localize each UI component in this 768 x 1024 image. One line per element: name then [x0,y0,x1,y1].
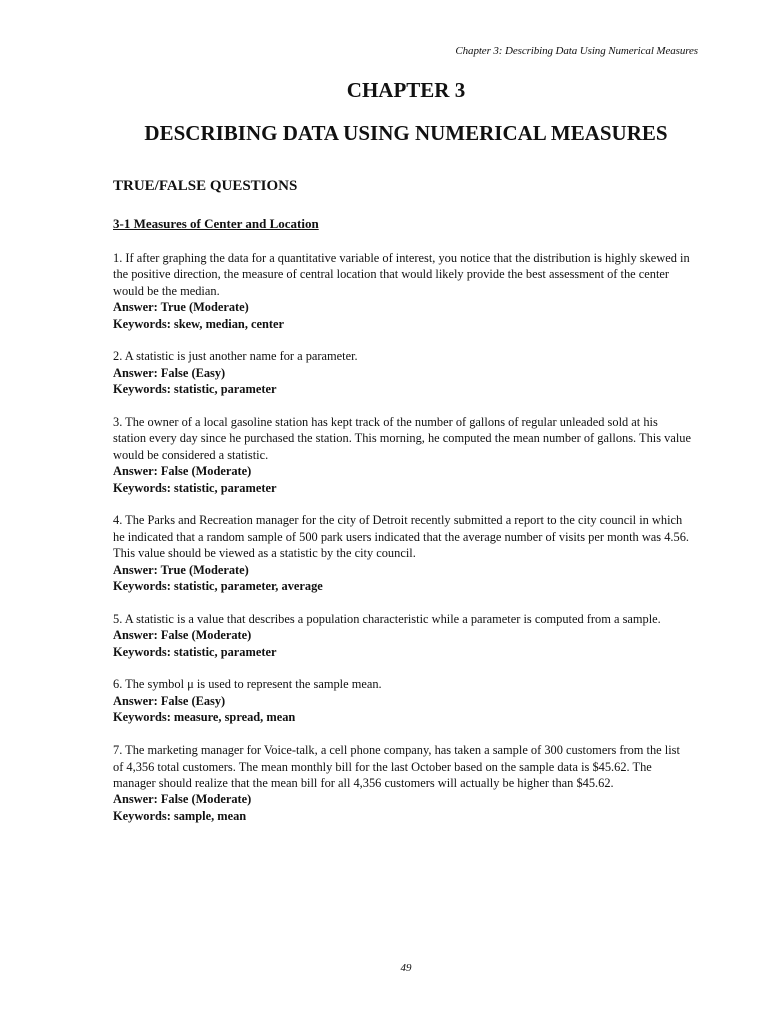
question-answer: Answer: False (Moderate) [113,464,252,479]
question-6 [113,676,691,725]
question-answer: Answer: False (Easy) [113,693,226,708]
question-text: 3. The owner of a local gasoline station has kept track of the number of gallons of regular unleaded sold at his station every day since he purchased the station. This morning, he computed the mean number of gallons. This value would be considered a statistic. [113,415,691,462]
question-text: 4. The Parks and Recreation manager for the city of Detroit recently submitted a report to the city council in which he indicated that a random sample of 500 park users indicated that the average number of visits per month was 4.56. This value should be viewed as a statistic by the city council. [113,513,689,561]
question-answer: Answer: False (Moderate) [113,628,252,643]
chapter-title: DESCRIBING DATA USING NUMERICAL MEASURES [144,121,668,145]
section-heading: TRUE/FALSE QUESTIONS [113,178,298,194]
question-keywords: Keywords: measure, spread, mean [113,710,296,725]
running-header: Chapter 3: Describing Data Using Numerical Measures [455,45,698,57]
question-list [113,250,691,841]
question-7 [113,742,691,824]
subsection-heading: 3-1 Measures of Center and Location [113,216,319,231]
question-text: 6. The symbol μ is used to represent the sample mean. [113,677,382,692]
question-keywords: Keywords: statistic, parameter, average [113,579,323,594]
question-keywords: Keywords: skew, median, center [113,316,285,331]
question-keywords: Keywords: statistic, parameter [113,644,277,659]
question-3 [113,414,691,496]
question-text: 2. A statistic is just another name for a parameter. [113,349,358,364]
question-1 [113,250,691,332]
question-answer: Answer: True (Moderate) [113,562,249,577]
question-text: 5. A statistic is a value that describes a population characteristic while a parameter is computed from a sample. [113,611,661,626]
question-2 [113,348,691,397]
question-text: 7. The marketing manager for Voice-talk, a cell phone company, has taken a sample of 300 customers from the list of 4,356 total customers. The mean monthly bill for the last October based on the sample data is $45.62. The manager should realize that the mean bill for all 4,356 customers will actually be higher than $45.62. [113,743,680,790]
question-4 [113,512,691,594]
question-keywords: Keywords: statistic, parameter [113,480,277,495]
chapter-label: CHAPTER 3 [346,78,466,102]
question-answer: Answer: False (Moderate) [113,792,252,807]
question-keywords: Keywords: statistic, parameter [113,382,277,397]
question-text: 1. If after graphing the data for a quantitative variable of interest, you notice that the distribution is highly skewed in the positive direction, the measure of central location that would likely provide the best assessment of the center would be the median. [113,251,690,298]
question-5 [113,611,691,660]
question-answer: Answer: False (Easy) [113,365,226,380]
question-keywords: Keywords: sample, mean [113,808,247,823]
page-number: 49 [400,962,412,974]
question-answer: Answer: True (Moderate) [113,300,249,315]
